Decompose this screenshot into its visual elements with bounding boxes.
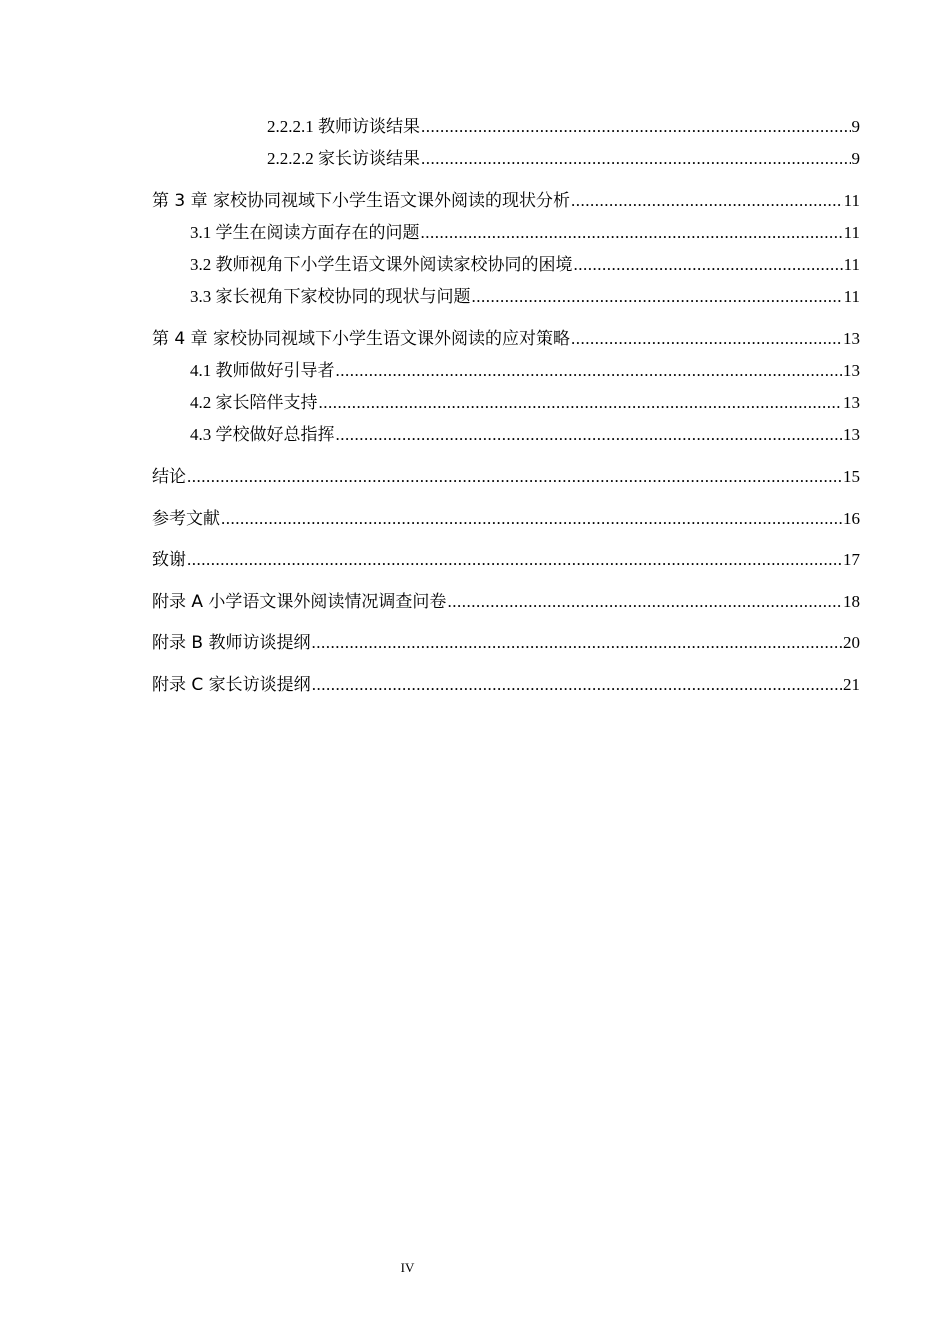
page-number: IV [400,1260,415,1275]
toc-entry-label: 附录 A 小学语文课外阅读情况调查问卷 [152,592,447,612]
toc-entry-page-number: 17 [843,550,860,569]
toc-entry[interactable] [152,287,860,307]
toc-entry-label: 2.2.2.1 教师访谈结果 [267,117,420,136]
toc-entry-label: 3.3 家长视角下家校协同的现状与问题 [190,287,471,306]
toc-entry-label: 4.1 教师做好引导者 [190,361,335,380]
dot-leader [574,255,843,275]
toc-entry[interactable] [152,191,860,211]
toc-entry-label: 结论 [152,467,186,487]
dot-leader [187,550,842,570]
toc-entry-label: 第 3 章 家校协同视域下小学生语文课外阅读的现状分析 [152,191,571,211]
toc-entry-page-number: 18 [843,592,860,611]
toc-entry-page-number: 11 [843,255,860,274]
dot-leader [447,592,842,612]
toc-entry-page-number: 13 [843,393,860,412]
dot-leader [221,509,842,529]
toc-entry-page-number: 16 [843,509,860,528]
toc-entry-label: 参考文献 [152,509,220,529]
toc-entry-label: 3.2 教师视角下小学生语文课外阅读家校协同的困境 [190,255,573,274]
toc-entry-page-number: 13 [843,425,860,444]
toc-entry[interactable] [152,117,860,137]
toc-entry-label: 致谢 [152,550,186,570]
toc-entry-page-number: 21 [843,675,860,694]
toc-entry-label: 附录 B 教师访谈提纲 [152,633,311,653]
toc-entry-label: 3.1 学生在阅读方面存在的问题 [190,223,420,242]
dot-leader [319,393,843,413]
toc-entry[interactable] [152,509,860,529]
dot-leader [571,329,842,349]
toc-entry-label: 附录 C 家长访谈提纲 [152,675,311,695]
toc-entry[interactable] [152,467,860,487]
toc-entry-page-number: 13 [843,329,860,348]
toc-entry[interactable] [152,149,860,169]
dot-leader [187,467,842,487]
dot-leader [421,149,851,169]
dot-leader [472,287,843,307]
toc-entry-label: 4.3 学校做好总指挥 [190,425,335,444]
toc-entry-label: 2.2.2.2 家长访谈结果 [267,149,420,168]
toc-entry[interactable] [152,329,860,349]
toc-entry-page-number: 9 [851,117,860,136]
toc-entry-label: 第 4 章 家校协同视域下小学生语文课外阅读的应对策略 [152,329,571,349]
toc-entry[interactable] [152,550,860,570]
dot-leader [421,117,851,137]
toc-entry[interactable] [152,255,860,275]
toc-entry-page-number: 20 [843,633,860,652]
toc-entry-label: 4.2 家长陪伴支持 [190,393,318,412]
dot-leader [336,361,843,381]
dot-leader [336,425,843,445]
dot-leader [312,675,842,695]
toc-entry-page-number: 15 [843,467,860,486]
toc-entry[interactable] [152,425,860,445]
toc-entry-page-number: 11 [843,223,860,242]
toc-entry-page-number: 13 [843,361,860,380]
toc-entry[interactable] [152,675,860,695]
toc-entry-page-number: 11 [843,191,860,210]
toc-entry-page-number: 11 [843,287,860,306]
dot-leader [311,633,842,653]
dot-leader [571,191,843,211]
toc-entry[interactable] [152,223,860,243]
toc-entry[interactable] [152,633,860,653]
dot-leader [421,223,843,243]
toc-entry[interactable] [152,393,860,413]
toc-entry[interactable] [152,361,860,381]
toc-entry[interactable] [152,592,860,612]
toc-entry-page-number: 9 [851,149,860,168]
